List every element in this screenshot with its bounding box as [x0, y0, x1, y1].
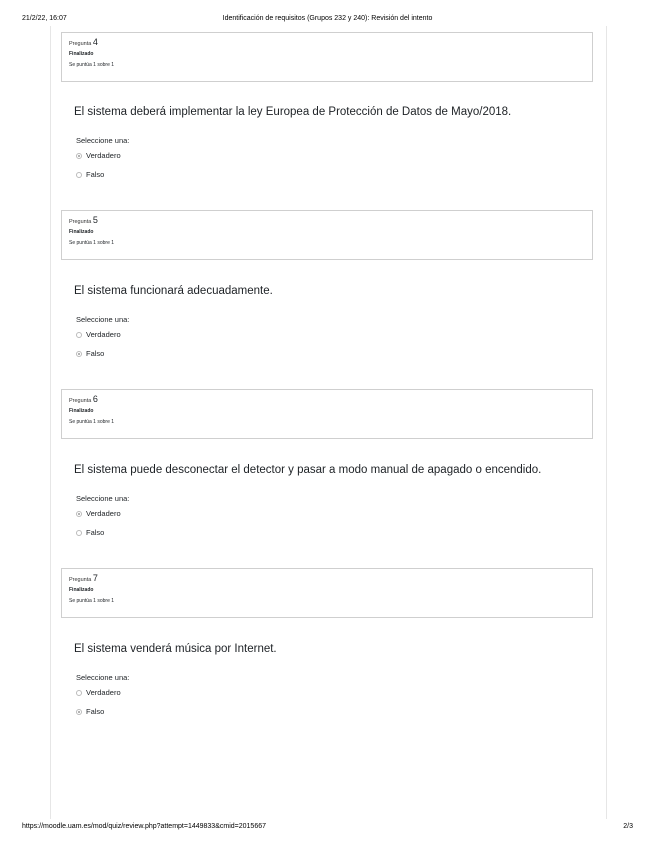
option-verdadero[interactable] — [76, 330, 121, 339]
question-grade: Se puntúa 1 sobre 1 — [69, 419, 115, 425]
option-label: Falso — [86, 707, 105, 716]
option-label: Verdadero — [86, 509, 121, 518]
print-header — [0, 0, 655, 24]
question-label: Pregunta — [69, 398, 92, 404]
question-text-5: El sistema funcionará adecuadamente. — [74, 285, 273, 297]
option-verdadero[interactable] — [76, 509, 121, 518]
question-number — [69, 395, 592, 406]
print-date: 21/2/22, 16:07 — [22, 15, 67, 22]
question-number-value: 4 — [92, 37, 98, 47]
question-number — [69, 574, 592, 585]
page-counter: 2/3 — [623, 823, 633, 830]
option-falso[interactable] — [76, 349, 104, 358]
option-label: Verdadero — [86, 330, 121, 339]
question-number-value: 7 — [92, 573, 98, 583]
radio-selected[interactable] — [76, 351, 82, 357]
radio-unselected[interactable] — [76, 530, 82, 536]
option-label: Verdadero — [86, 688, 121, 697]
question-state: Finalizado — [69, 587, 94, 593]
question-label: Pregunta — [69, 577, 92, 583]
question-number-value: 6 — [92, 394, 98, 404]
answer-prompt: Seleccione una: — [76, 315, 130, 324]
question-state: Finalizado — [69, 51, 94, 57]
question-label: Pregunta — [69, 219, 92, 225]
option-verdadero[interactable] — [76, 688, 121, 697]
question-info-5 — [61, 210, 593, 260]
option-verdadero[interactable] — [76, 151, 121, 160]
option-label: Falso — [86, 528, 105, 537]
question-info-4 — [61, 32, 593, 82]
answer-prompt: Seleccione una: — [76, 673, 130, 682]
option-label: Verdadero — [86, 151, 121, 160]
question-text-6: El sistema puede desconectar el detector y pasar a modo manual de apagado o encendido. — [74, 464, 542, 476]
option-falso[interactable] — [76, 170, 104, 179]
content-left-border — [50, 26, 51, 819]
radio-unselected[interactable] — [76, 690, 82, 696]
question-info-6 — [61, 389, 593, 439]
question-info-7 — [61, 568, 593, 618]
content-right-border — [606, 26, 607, 819]
question-state: Finalizado — [69, 408, 94, 414]
radio-selected[interactable] — [76, 511, 82, 517]
option-falso[interactable] — [76, 707, 104, 716]
radio-selected[interactable] — [76, 709, 82, 715]
question-grade: Se puntúa 1 sobre 1 — [69, 240, 115, 246]
question-number — [69, 38, 592, 49]
question-text-7: El sistema venderá música por Internet. — [74, 643, 277, 655]
radio-unselected[interactable] — [76, 332, 82, 338]
page-url[interactable]: https://moodle.uam.es/mod/quiz/review.php?attempt=1449833&cmid=2015667 — [22, 823, 266, 830]
question-text-4: El sistema deberá implementar la ley Europea de Protección de Datos de Mayo/2018. — [74, 106, 512, 118]
radio-unselected[interactable] — [76, 172, 82, 178]
answer-prompt: Seleccione una: — [76, 136, 130, 145]
question-number-value: 5 — [92, 215, 98, 225]
option-label: Falso — [86, 170, 105, 179]
answer-prompt: Seleccione una: — [76, 494, 130, 503]
print-footer — [0, 823, 655, 837]
question-grade: Se puntúa 1 sobre 1 — [69, 598, 115, 604]
option-label: Falso — [86, 349, 105, 358]
question-grade: Se puntúa 1 sobre 1 — [69, 62, 115, 68]
question-label: Pregunta — [69, 41, 92, 47]
question-state: Finalizado — [69, 229, 94, 235]
page-title: Identificación de requisitos (Grupos 232 y 240): Revisión del intento — [222, 15, 433, 22]
option-falso[interactable] — [76, 528, 104, 537]
question-number — [69, 216, 592, 227]
radio-selected[interactable] — [76, 153, 82, 159]
